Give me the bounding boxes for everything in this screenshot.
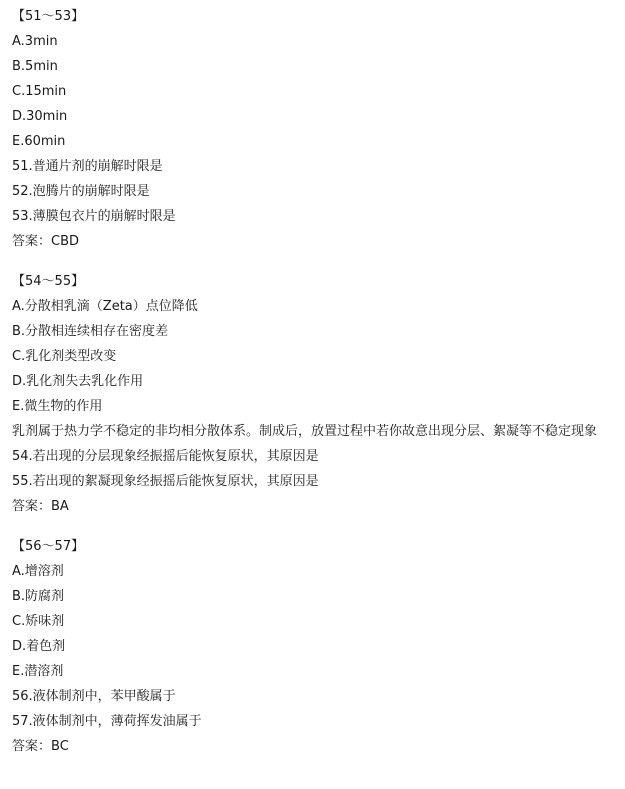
option-e: E.潜溶剂 <box>12 664 64 679</box>
option-d: D.着色剂 <box>12 639 66 654</box>
option-c: C.矫味剂 <box>12 614 65 629</box>
question-group <box>12 269 613 519</box>
option-a: A.3min <box>12 34 58 49</box>
answer: 答案：CBD <box>12 234 80 249</box>
group-divider <box>12 519 613 534</box>
option-d: D.乳化剂失去乳化作用 <box>12 374 144 389</box>
option-a: A.增溶剂 <box>12 564 64 579</box>
answer: 答案：BC <box>12 739 69 754</box>
question: 51.普通片剂的崩解时限是 <box>12 159 163 174</box>
question: 54.若出现的分层现象经振摇后能恢复原状，其原因是 <box>12 449 319 464</box>
question: 52.泡腾片的崩解时限是 <box>12 184 150 199</box>
question: 56.液体制剂中，苯甲酸属于 <box>12 689 176 704</box>
option-b: B.防腐剂 <box>12 589 65 604</box>
group-header: 【54～55】 <box>12 274 85 289</box>
question: 57.液体制剂中，薄荷挥发油属于 <box>12 714 202 729</box>
option-b: B.5min <box>12 59 58 74</box>
option-b: B.分散相连续相存在密度差 <box>12 324 169 339</box>
question-group <box>12 534 613 759</box>
option-e: E.微生物的作用 <box>12 399 103 414</box>
option-c: C.15min <box>12 84 67 99</box>
question-stem: 乳剂属于热力学不稳定的非均相分散体系。制成后，放置过程中若你故意出现分层、絮凝等不稳定现象 <box>12 424 598 439</box>
question: 55.若出现的絮凝现象经振摇后能恢复原状，其原因是 <box>12 474 319 489</box>
question-group <box>12 4 613 254</box>
answer: 答案：BA <box>12 499 69 514</box>
option-c: C.乳化剂类型改变 <box>12 349 117 364</box>
group-header: 【56～57】 <box>12 539 85 554</box>
option-e: E.60min <box>12 134 66 149</box>
question: 53.薄膜包衣片的崩解时限是 <box>12 209 176 224</box>
option-d: D.30min <box>12 109 68 124</box>
group-divider <box>12 254 613 269</box>
group-header: 【51～53】 <box>12 9 85 24</box>
option-a: A.分散相乳滴（Zeta）点位降低 <box>12 299 198 314</box>
